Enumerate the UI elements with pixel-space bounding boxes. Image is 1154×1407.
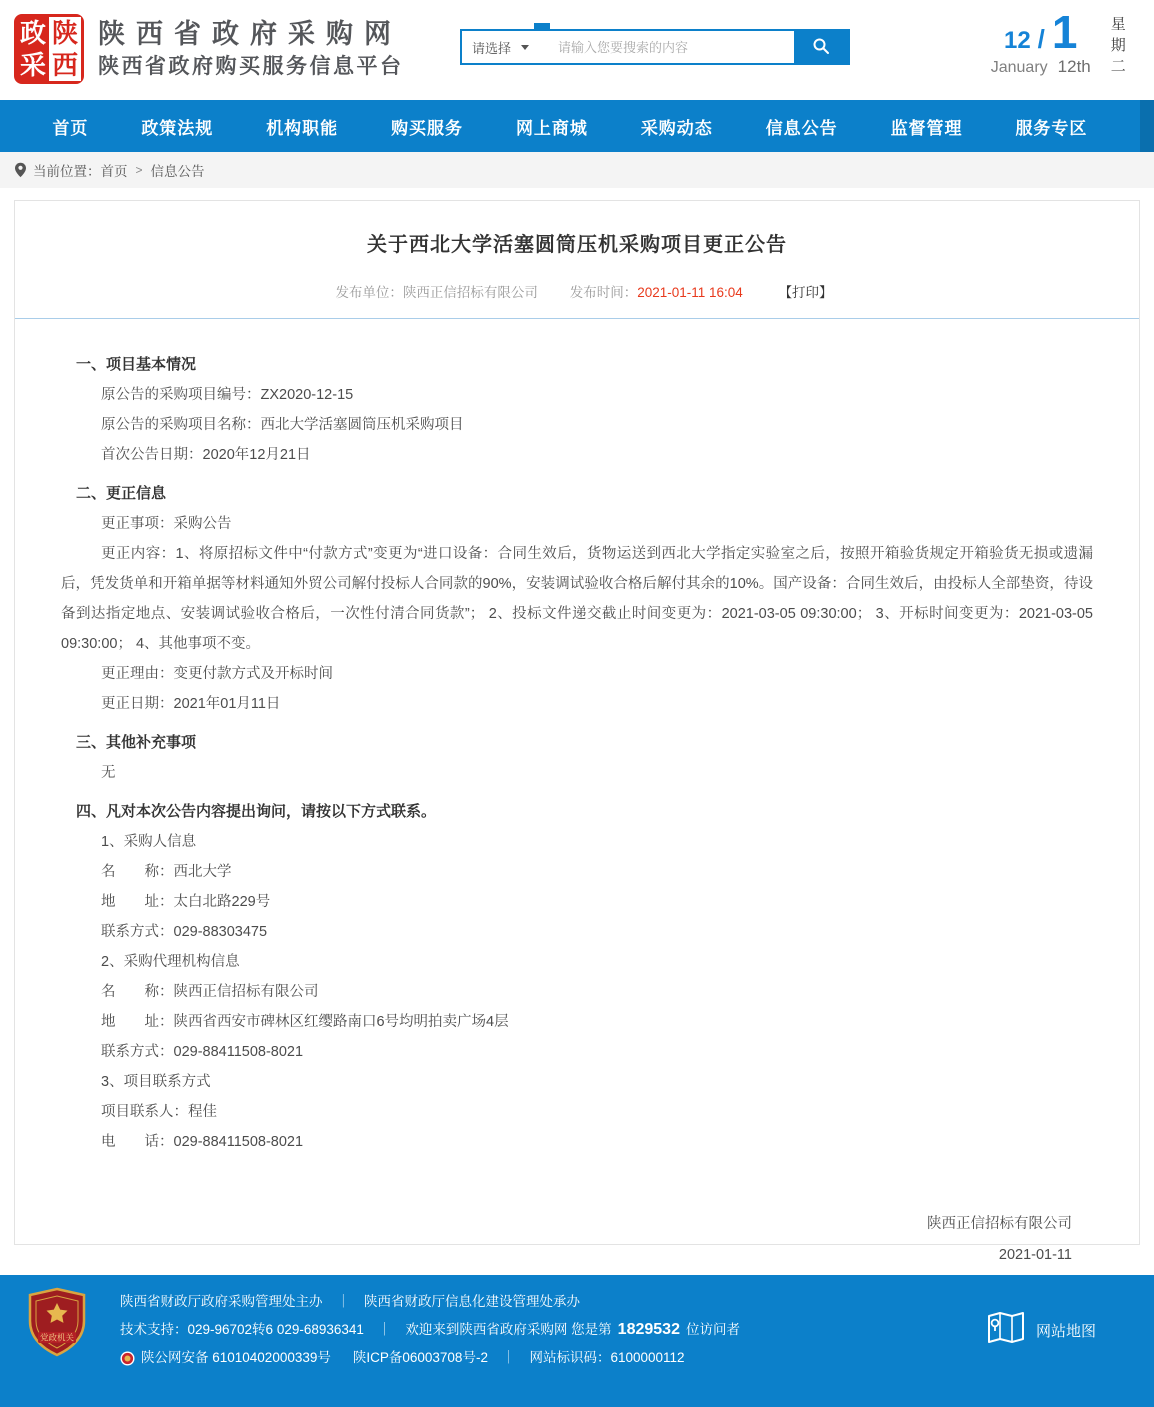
logo-char: 采 [19, 50, 46, 80]
nav-item-announcements[interactable]: 信息公告 [765, 118, 838, 138]
logo-char: 西 [51, 50, 78, 80]
sitemap-link[interactable] [986, 1310, 1096, 1351]
footer-divider: ｜ [501, 1350, 516, 1365]
announcement-header [15, 201, 1139, 319]
nav-item-procurement-news[interactable]: 采购动态 [640, 118, 713, 138]
search-bar [460, 29, 850, 65]
publisher-label: 发布单位： [335, 285, 403, 300]
site-subtitle: 陕西省政府购买服务信息平台 [98, 55, 404, 78]
footer-line-1 [120, 1288, 740, 1316]
footer-beian-link[interactable]: 陕公网安备 61010402000339号 [141, 1350, 331, 1365]
date-month-number: 12 [1003, 27, 1031, 54]
location-pin-icon [14, 162, 27, 178]
breadcrumb-current: 信息公告 [150, 164, 205, 179]
nav-item-purchase-service[interactable]: 购买服务 [391, 118, 464, 138]
date-slash: / [1037, 24, 1045, 54]
date-main [991, 8, 1091, 77]
site-title: 陕西省政府采购网 [98, 19, 402, 49]
body-line: 更正事项：采购公告 [101, 516, 232, 532]
body-line: 更正日期：2021年01月11日 [101, 696, 281, 712]
footer-undertaker: 陕西省财政厅信息化建设管理处承办 [364, 1294, 580, 1309]
breadcrumb-home-link[interactable]: 首页 [100, 164, 128, 179]
sitemap-icon [986, 1310, 1026, 1351]
publish-time-value: 2021-01-11 16:04 [637, 285, 743, 300]
page-title: 关于西北大学活塞圆筒压机采购项目更正公告 [367, 234, 787, 256]
body-line: 更正理由：变更付款方式及开标时间 [101, 666, 333, 682]
search-category-select[interactable] [462, 31, 550, 63]
body-line: 2、采购代理机构信息 [101, 954, 240, 970]
date-day-number: 1 [1051, 6, 1078, 58]
sitemap-label: 网站地图 [1035, 1323, 1096, 1340]
footer-icp-link[interactable]: 陕ICP备06003708号-2 [352, 1350, 488, 1365]
nav-right-edge [1140, 100, 1154, 152]
chevron-down-icon [521, 45, 529, 50]
footer-site-code: 网站标识码：6100000112 [529, 1350, 685, 1365]
date-widget [991, 8, 1128, 77]
publisher-value: 陕西正信招标有限公司 [402, 285, 538, 300]
site-header [0, 0, 1154, 100]
footer-visitor-suffix: 位访问者 [685, 1322, 740, 1337]
footer-line-3 [120, 1344, 740, 1372]
breadcrumb-prefix: 当前位置： [33, 164, 101, 179]
body-line: 原公告的采购项目编号：ZX2020-12-15 [101, 387, 354, 403]
nav-item-supervision[interactable]: 监督管理 [890, 118, 963, 138]
body-line: 无 [101, 765, 116, 781]
date-weekday: 星期二 [1110, 16, 1126, 75]
badge-label: 党政机关 [39, 1332, 75, 1343]
body-line: 3、项目联系方式 [101, 1074, 211, 1090]
logo-right-column [49, 17, 81, 81]
body-line: 地 址：陕西省西安市碑林区红缨路南口6号均明拍卖广场4层 [101, 1014, 509, 1030]
body-line: 名 称：西北大学 [101, 864, 232, 880]
public-security-badge-icon [120, 1351, 135, 1366]
footer-organizer: 陕西省财政厅政府采购管理处主办 [120, 1294, 323, 1309]
section-heading: 一、项目基本情况 [76, 356, 197, 373]
body-line: 名 称：陕西正信招标有限公司 [101, 984, 319, 1000]
section-heading: 四、凡对本次公告内容提出询问，请按以下方式联系。 [76, 803, 437, 820]
section-heading: 三、其他补充事项 [76, 734, 197, 751]
body-line: 1、采购人信息 [101, 834, 197, 850]
nav-item-policy[interactable]: 政策法规 [141, 118, 214, 138]
signature-block [61, 1209, 1093, 1271]
logo-left-column [17, 17, 49, 81]
logo-char: 陕 [51, 18, 78, 48]
body-line: 电 话：029-88411508-8021 [101, 1134, 304, 1150]
footer-divider: ｜ [377, 1322, 392, 1337]
signature-date: 2021-01-11 [998, 1247, 1072, 1263]
main-nav [0, 100, 1154, 152]
nav-item-home[interactable]: 首页 [52, 118, 89, 138]
date-month-english: January [990, 59, 1048, 76]
body-line: 原公告的采购项目名称：西北大学活塞圆筒压机采购项目 [101, 417, 464, 433]
government-shield-badge [26, 1287, 88, 1362]
body-line: 地 址：太白北路229号 [101, 894, 271, 910]
correction-paragraph: 更正内容：1、将原招标文件中“付款方式”变更为“进口设备：合同生效后，货物运送到西北大学指定实验室之后，按照开箱验货规定开箱验货无损或遗漏后，凭发货单和开箱单据等材料通知外贸公司解付投标人合同款的90%，安装调试验收合格后解付其余的10%。国产设备：合同生效后，由投标人全部垫资，待设备到达指定地点、安装调试验收合格后，一次性付清合同货款”； 2、投标文件递交截止时间变更为：2021-03-05 09:30:00； 3、开标时间变更为：2021-03-05 09:30:00； 4、其他事项不变。 [61, 546, 1093, 652]
publish-time-label: 发布时间： [569, 285, 638, 300]
footer-line-2 [120, 1316, 740, 1344]
site-footer [0, 1275, 1154, 1407]
announcement-body [15, 319, 1139, 1271]
nav-item-online-mall[interactable]: 网上商城 [515, 118, 588, 138]
body-line: 首次公告日期：2020年12月21日 [101, 447, 311, 463]
nav-item-functions[interactable]: 机构职能 [266, 118, 339, 138]
breadcrumb-separator: > [135, 163, 143, 177]
print-button[interactable]: 【打印】 [778, 285, 833, 300]
site-logo[interactable] [14, 14, 84, 84]
footer-text [120, 1288, 740, 1372]
date-day-english: 12th [1057, 57, 1091, 76]
signature-company: 陕西正信招标有限公司 [927, 1216, 1072, 1232]
search-select-indicator [534, 23, 550, 31]
announcement-card [14, 200, 1140, 1263]
body-line: 项目联系人：程佳 [101, 1104, 217, 1120]
search-select-label: 请选择 [472, 40, 512, 56]
body-line: 联系方式：029-88303475 [101, 924, 268, 940]
announcement-meta [55, 281, 1099, 301]
search-input[interactable] [550, 31, 794, 63]
nav-item-service-zone[interactable]: 服务专区 [1015, 118, 1088, 138]
body-line: 联系方式：029-88411508-8021 [101, 1044, 304, 1060]
search-button[interactable] [794, 31, 848, 63]
section-heading: 二、更正信息 [76, 485, 167, 502]
brand-text [98, 16, 404, 82]
visitor-count: 1829532 [617, 1321, 680, 1338]
breadcrumb [0, 152, 1154, 188]
search-icon [812, 37, 830, 58]
logo-char: 政 [19, 18, 46, 48]
footer-divider: ｜ [336, 1294, 350, 1309]
footer-welcome: 欢迎来到陕西省政府采购网 您是第 [405, 1322, 612, 1337]
footer-tech-support: 技术支持：029-96702转6 029-68936341 [120, 1322, 364, 1337]
